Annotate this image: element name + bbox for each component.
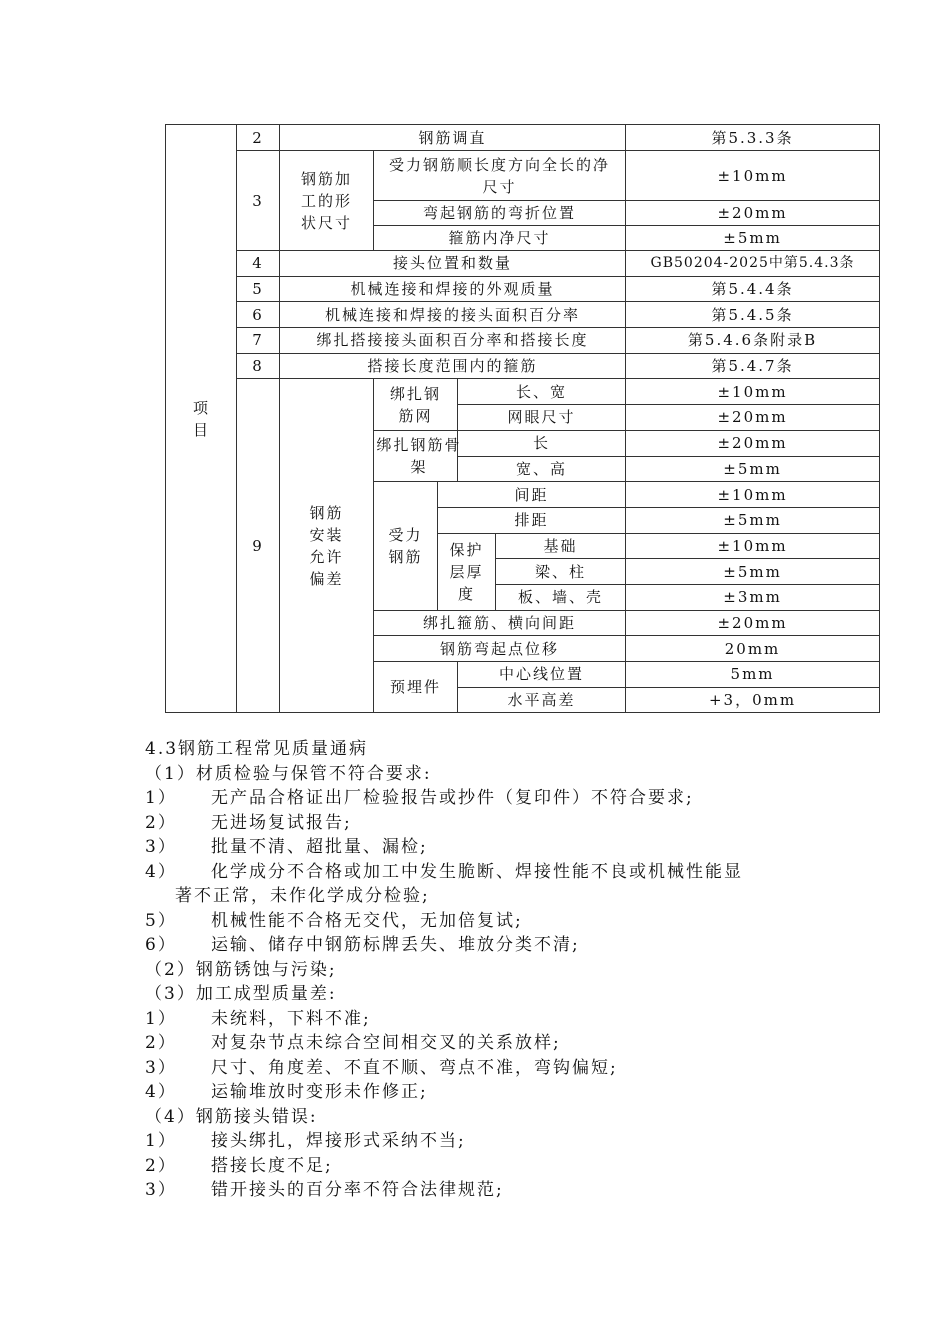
sub-item: 钢筋弯起点位移 <box>374 636 626 662</box>
tolerance: ±20mm <box>626 610 880 636</box>
sub-item: 绑扎箍筋、横向间距 <box>374 610 626 636</box>
sub-item: 箍筋内净尺寸 <box>374 226 626 251</box>
row-ref: 第5.4.4条 <box>626 276 880 302</box>
tolerance: ±10mm <box>626 379 880 405</box>
category-cell: 项目 <box>166 125 237 713</box>
list-item: 1） 无产品合格证出厂检验报告或抄件（复印件）不符合要求; <box>145 788 694 808</box>
row-ref: GB50204-2025中第5.4.3条 <box>626 251 880 277</box>
tolerance: 20mm <box>626 636 880 662</box>
row-no: 6 <box>237 302 280 328</box>
tolerance: ±10mm <box>626 151 880 201</box>
sub-item: 基础 <box>496 533 626 559</box>
row-no: 9 <box>237 379 280 713</box>
section-heading: 4.3钢筋工程常见质量通病 <box>145 739 369 759</box>
list-item: 6） 运输、储存中钢筋标牌丢失、堆放分类不清; <box>145 935 580 955</box>
sub-item: 中心线位置 <box>458 662 626 688</box>
list-item: 2） 对复杂节点未综合空间相交叉的关系放样; <box>145 1033 561 1053</box>
list-item: 3） 尺寸、角度差、不直不顺、弯点不准，弯钩偏短; <box>145 1057 618 1078</box>
list-item-continuation: 著不正常，未作化学成分检验; <box>175 886 430 906</box>
list-item: 2） 无进场复试报告; <box>145 812 352 833</box>
spec-table <box>165 124 880 713</box>
row-item: 绑扎搭接接头面积百分率和搭接长度 <box>280 328 626 354</box>
tolerance: ±5mm <box>626 226 880 251</box>
mesh-label: 绑扎钢筋网 <box>374 379 458 430</box>
sub-item: 间距 <box>438 482 626 508</box>
tolerance: ±5mm <box>626 456 880 482</box>
tolerance: +3，0mm <box>626 687 880 713</box>
tolerance: ±5mm <box>626 507 880 533</box>
row-ref: 第5.4.6条附录B <box>626 328 880 354</box>
list-item: 3） 错开接头的百分率不符合法律规范; <box>145 1180 504 1200</box>
list-item: 5） 机械性能不合格无交代，无加倍复试; <box>145 910 523 931</box>
row-no: 5 <box>237 276 280 302</box>
row-ref: 第5.4.5条 <box>626 302 880 328</box>
sub-item: 弯起钢筋的弯折位置 <box>374 201 626 226</box>
row-ref: 第5.4.7条 <box>626 353 880 379</box>
row-item: 接头位置和数量 <box>280 251 626 277</box>
sub-item: 梁、柱 <box>496 559 626 585</box>
row-item: 机械连接和焊接的外观质量 <box>280 276 626 302</box>
embed-label: 预埋件 <box>374 662 458 713</box>
subsection-title: （4）钢筋接头错误: <box>145 1106 318 1127</box>
sub-item: 板、墙、壳 <box>496 584 626 610</box>
sub-item: 受力钢筋顺长度方向全长的净尺寸 <box>374 151 626 201</box>
list-item: 3） 批量不清、超批量、漏检; <box>145 837 428 857</box>
list-item: 1） 接头绑扎，焊接形式采纳不当; <box>145 1131 466 1151</box>
cover-label: 保护层厚度 <box>438 533 496 610</box>
tolerance: ±10mm <box>626 482 880 508</box>
row-item: 搭接长度范围内的箍筋 <box>280 353 626 379</box>
sub-item: 长、宽 <box>458 379 626 405</box>
row-no: 4 <box>237 251 280 277</box>
body-text <box>145 737 875 1203</box>
tolerance: 5mm <box>626 662 880 688</box>
row-item: 机械连接和焊接的接头面积百分率 <box>280 302 626 328</box>
tolerance: ±20mm <box>626 201 880 226</box>
row-no: 2 <box>237 125 280 151</box>
main-bar-label: 受力钢筋 <box>374 482 438 610</box>
row-no: 3 <box>237 151 280 251</box>
list-item: 4） 运输堆放时变形未作修正; <box>145 1082 428 1102</box>
group-label: 钢筋安装允许偏差 <box>280 379 374 713</box>
row-no: 8 <box>237 353 280 379</box>
group-label: 钢筋加工的形状尺寸 <box>280 151 374 251</box>
tolerance: ±3mm <box>626 584 880 610</box>
tolerance: ±20mm <box>626 405 880 431</box>
sub-item: 宽、高 <box>458 456 626 482</box>
row-ref: 第5.3.3条 <box>626 125 880 151</box>
subsection-title: （1）材质检验与保管不符合要求: <box>145 763 432 784</box>
subsection-title: （2）钢筋锈蚀与污染; <box>145 959 337 980</box>
list-item: 4） 化学成分不合格或加工中发生脆断、焊接性能不良或机械性能显 <box>145 861 743 882</box>
sub-item: 水平高差 <box>458 687 626 713</box>
tolerance: ±5mm <box>626 559 880 585</box>
list-item: 2） 搭接长度不足; <box>145 1155 333 1176</box>
sub-item: 网眼尺寸 <box>458 405 626 431</box>
tolerance: ±20mm <box>626 430 880 456</box>
subsection-title: （3）加工成型质量差: <box>145 984 337 1004</box>
row-item: 钢筋调直 <box>280 125 626 151</box>
cage-label: 绑扎钢筋骨 架 <box>374 430 458 481</box>
tolerance: ±10mm <box>626 533 880 559</box>
list-item: 1） 未统料，下料不准; <box>145 1008 371 1029</box>
row-no: 7 <box>237 328 280 354</box>
sub-item: 长 <box>458 430 626 456</box>
sub-item: 排距 <box>438 507 626 533</box>
